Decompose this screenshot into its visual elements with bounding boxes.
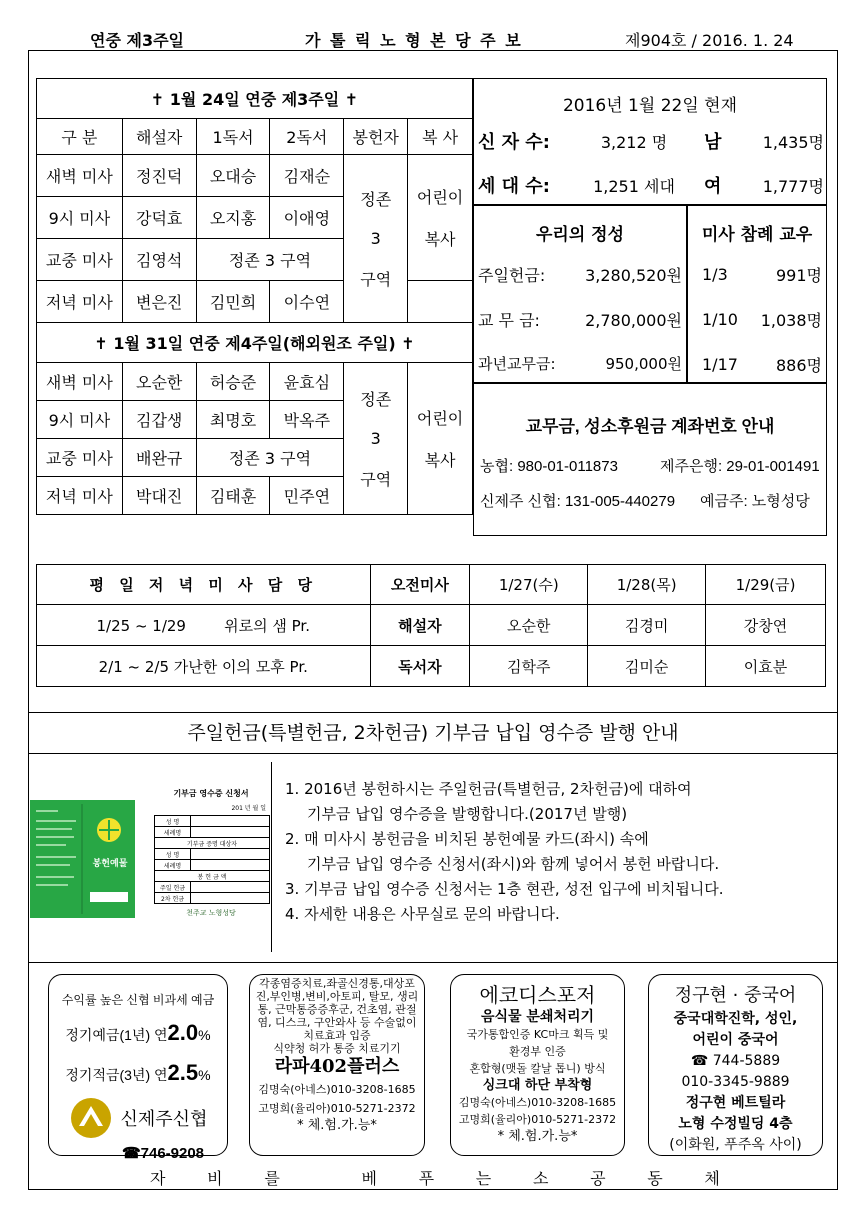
form-cell: 주일 헌금 xyxy=(155,882,191,893)
offering-title: 우리의 정성 xyxy=(535,225,625,245)
offerer-cell: 정존 3 구역 xyxy=(344,363,408,515)
ad-name: 정구현 · 중국어 xyxy=(674,985,797,1006)
weekday-row-1 xyxy=(37,605,371,646)
cell: 박옥주 xyxy=(270,401,344,439)
ad-chinese-lessons xyxy=(648,974,823,1156)
cell: 박대진 xyxy=(122,477,196,515)
ad-eco-disposer xyxy=(450,974,625,1156)
ad-phone: ☎ 744-5889 xyxy=(690,1053,781,1069)
account-line: 농협: 980-01-011873 xyxy=(480,458,618,475)
motto-char: 비 xyxy=(207,1169,223,1188)
mass-name: 9시 미사 xyxy=(37,197,123,239)
ad-text: 환경부 인증 xyxy=(509,1045,566,1058)
account-line: 예금주: 노형성당 xyxy=(700,493,810,510)
ad-text: 어린이 중국어 xyxy=(692,1032,779,1048)
form-cell: 세례명 xyxy=(155,860,191,871)
cell: 오대승 xyxy=(196,155,270,197)
cell: 김미순 xyxy=(588,646,706,687)
weekday-row-2 xyxy=(37,646,371,687)
male-value: 1,435명 xyxy=(762,132,824,152)
female-label: 여 xyxy=(704,176,722,197)
cell: 김영석 xyxy=(122,239,196,281)
mass-name: 저녁 미사 xyxy=(37,477,123,515)
cell: 김민희 xyxy=(196,281,270,323)
male-label: 남 xyxy=(704,132,722,153)
attendance-count: 991명 xyxy=(776,266,822,285)
card-label: 봉헌예물 xyxy=(92,859,128,869)
cell: 김갑생 xyxy=(122,401,196,439)
parish-stats xyxy=(473,78,827,205)
ad-name: 라파402플러스 xyxy=(274,1056,400,1077)
cell: 윤효심 xyxy=(270,363,344,401)
mass-name: 새벽 미사 xyxy=(37,155,123,197)
ad-rate-1: 정기예금(1년) 연2.0% xyxy=(65,1020,211,1045)
prayer-group: 가난한 이의 모후 Pr. xyxy=(173,657,308,676)
ad-text: 중국대학진학, 성인, xyxy=(673,1011,798,1027)
mass-name: 새벽 미사 xyxy=(37,363,123,401)
cell: 오지홍 xyxy=(196,197,270,239)
form-cell: 2차 헌금 xyxy=(155,893,191,904)
ad-contact: 고명희(율리아)010-5271-2372 xyxy=(458,1113,617,1126)
account-line: 신제주 신협: 131-005-440279 xyxy=(480,493,676,510)
ad-text: * 체.험.가.능* xyxy=(297,1118,377,1133)
cross-icon: ✝ xyxy=(94,334,108,353)
notice-title: 주일헌금(특별헌금, 2차헌금) 기부금 납입 영수증 발행 안내 xyxy=(187,722,679,744)
offering-card-image xyxy=(30,800,135,918)
cell: 오순한 xyxy=(470,605,588,646)
server-cell-blank xyxy=(408,281,473,323)
cell: 정존 3 구역 xyxy=(196,439,344,477)
motto-char: 는 xyxy=(475,1169,492,1188)
cell: 강덕효 xyxy=(122,197,196,239)
motto-char: 소 xyxy=(532,1169,549,1188)
ad-rapa xyxy=(249,974,425,1156)
attendance-date: 1/10 xyxy=(702,310,738,329)
attendance-date: 1/17 xyxy=(702,355,738,374)
motto-char: 공 xyxy=(590,1169,606,1188)
mass-name: 교중 미사 xyxy=(37,439,123,477)
bulletin-title: 가 톨 릭 노 형 본 당 주 보 xyxy=(305,31,523,50)
mass-name: 저녁 미사 xyxy=(37,281,123,323)
footer-motto xyxy=(150,1166,720,1189)
role: 해설자 xyxy=(370,605,470,646)
believers-label: 신 자 수: xyxy=(478,132,550,153)
motto-char: 자 xyxy=(150,1169,166,1188)
ad-text: 수익률 높은 신협 비과세 예금 xyxy=(61,993,215,1007)
issue-week: 연중 제3주일 xyxy=(90,31,184,50)
ad-text: 노형 수정빌딩 4층 xyxy=(678,1116,793,1132)
attendance-count: 886명 xyxy=(776,356,822,375)
cell: 허승준 xyxy=(196,363,270,401)
motto-char: 를 xyxy=(264,1169,280,1188)
server-cell: 어린이 복사 xyxy=(408,155,473,281)
mass-name: 교중 미사 xyxy=(37,239,123,281)
motto-char: 동 xyxy=(647,1169,663,1188)
mass-name: 9시 미사 xyxy=(37,401,123,439)
notice-divider xyxy=(28,712,838,713)
ad-name: 신제주신협 xyxy=(120,1109,208,1129)
cell: 민주연 xyxy=(270,477,344,515)
ads-divider xyxy=(28,962,838,963)
offering-box xyxy=(473,205,687,383)
period: 1/25 ~ 1/29 xyxy=(96,616,186,635)
day-header: 1/28(목) xyxy=(588,565,706,605)
cell: 정진덕 xyxy=(122,155,196,197)
notice-items xyxy=(285,777,825,927)
ad-text: 혼합형(맷돌 칼날 톱니) 방식 xyxy=(469,1062,606,1075)
cell: 김경미 xyxy=(588,605,706,646)
ad-text: 식약청 허가 통증 치료기기 xyxy=(273,1042,401,1055)
ad-phone: ☎746-9208 xyxy=(121,1145,205,1162)
notice-item: 1. 2016년 봉헌하시는 주일헌금(특별헌금, 2차헌금)에 대하여 xyxy=(285,780,692,798)
form-cell: 세례명 xyxy=(155,827,191,838)
stats-date: 2016년 1월 22일 현재 xyxy=(562,96,738,116)
role: 독서자 xyxy=(370,646,470,687)
ad-rate-2: 정기적금(3년) 연2.5% xyxy=(65,1060,211,1085)
offering-label: 교 무 금: xyxy=(478,311,540,330)
form-table xyxy=(154,815,270,904)
cell: 오순한 xyxy=(122,363,196,401)
account-title: 교무금, 성소후원금 계좌번호 안내 xyxy=(525,417,775,436)
form-title: 기부금 영수증 신청서 xyxy=(173,789,249,798)
server-cell: 어린이 복사 xyxy=(408,363,473,515)
prayer-group: 위로의 샘 Pr. xyxy=(224,616,310,635)
weekday-title: 평 일 저 녁 미 사 담 당 xyxy=(37,565,371,605)
ad-contact: 고명희(율리아)010-5271-2372 xyxy=(258,1102,416,1115)
col-header: 2독서 xyxy=(270,119,344,155)
notice-vertical-rule xyxy=(271,762,272,952)
ad-text: 국가통합인증 KC마크 획득 및 xyxy=(466,1028,609,1041)
col-header: 봉헌자 xyxy=(344,119,408,155)
account-info xyxy=(473,383,827,536)
day-header: 1/27(수) xyxy=(470,565,588,605)
motto-char: 푸 xyxy=(418,1169,435,1188)
form-footer: 천주교 노형성당 xyxy=(186,909,236,917)
notice-item: 4. 자세한 내용은 사무실로 문의 바랍니다. xyxy=(285,905,560,923)
cross-icon: ✝ xyxy=(401,334,415,353)
households-value: 1,251 세대 xyxy=(593,176,675,196)
ad-text: 음식물 분쇄처리기 xyxy=(480,1009,595,1025)
ad-contact: 김명숙(아네스)010-3208-1685 xyxy=(458,1096,617,1109)
cell: 이애영 xyxy=(270,197,344,239)
ad-text: 싱크대 하단 부착형 xyxy=(482,1078,593,1093)
attendance-count: 1,038명 xyxy=(760,311,822,330)
cell: 변은진 xyxy=(122,281,196,323)
form-cell: 성 명 xyxy=(155,849,191,860)
col-header: 해설자 xyxy=(122,119,196,155)
schedule1-title: ✝ 1월 24일 연중 제3주일 ✝ xyxy=(37,79,473,119)
offerer-cell: 정존 3 구역 xyxy=(344,155,408,323)
ad-text: * 체.험.가.능* xyxy=(497,1129,578,1144)
offering-label: 과년교무금: xyxy=(478,355,556,373)
credit-union-logo-icon xyxy=(69,1096,113,1140)
cell: 김학주 xyxy=(470,646,588,687)
col-header: 복 사 xyxy=(408,119,473,155)
cross-icon: ✝ xyxy=(150,90,165,109)
schedule2-title: ✝ 1월 31일 연중 제4주일(해외원조 주일) ✝ xyxy=(37,323,473,363)
attendance-date: 1/3 xyxy=(702,265,728,284)
notice-divider xyxy=(28,753,838,754)
offering-label: 주일헌금: xyxy=(478,266,546,285)
cell: 배완규 xyxy=(122,439,196,477)
cell: 김태훈 xyxy=(196,477,270,515)
ad-contact: 김명숙(아네스)010-3208-1685 xyxy=(258,1083,416,1096)
form-cell: 기부금 증명 대상자 xyxy=(155,838,270,849)
motto-char: 체 xyxy=(704,1169,720,1188)
attendance-title: 미사 참례 교우 xyxy=(701,225,813,245)
cell: 정존 3 구역 xyxy=(196,239,344,281)
day-header: 1/29(금) xyxy=(706,565,826,605)
offering-value: 3,280,520원 xyxy=(585,266,682,285)
application-form-image: 기부금 영수증 신청서 201 년 월 일 성 명 세례명 기부금 증명 대상자 성 명 세례명 봉 헌 금 액 주일 헌금 2차 헌금 천주교 노형성당 xyxy=(150,782,272,932)
ad-name: 에코디스포저 xyxy=(479,983,596,1007)
notice-item: 기부금 납입 영수증 신청서(좌시)와 함께 넣어서 봉헌 바랍니다. xyxy=(307,855,720,873)
cell: 김재순 xyxy=(270,155,344,197)
female-value: 1,777명 xyxy=(762,176,824,196)
believers-value: 3,212 명 xyxy=(600,132,668,152)
ad-text: (이화원, 푸주옥 사이) xyxy=(669,1137,802,1153)
offering-value: 950,000원 xyxy=(605,355,682,373)
period: 2/1 ~ 2/5 xyxy=(98,657,170,676)
account-line: 제주은행: 29-01-001491 xyxy=(660,458,820,475)
form-cell: 성 명 xyxy=(155,816,191,827)
ad-phone: 010-3345-9889 xyxy=(681,1074,790,1090)
notice-item: 3. 기부금 납입 영수증 신청서는 1층 현관, 성전 입구에 비치됩니다. xyxy=(285,880,724,898)
cross-icon: ✝ xyxy=(344,90,359,109)
cell: 이수연 xyxy=(270,281,344,323)
motto-char: 베 xyxy=(361,1169,377,1188)
cell: 최명호 xyxy=(196,401,270,439)
ad-text: 각종염증치료,좌골신경통,대상포진,부인병,변비,아토피, 탈모, 생리통, 근막통증증후군, 건초염, 관절염, 디스크, 구안와사 등 수술없이 치료효과 입증 xyxy=(255,977,419,1042)
issue-number: 제904호 / 2016. 1. 24 xyxy=(625,31,794,50)
morning-mass-label: 오전미사 xyxy=(370,565,470,605)
offering-value: 2,780,000원 xyxy=(585,311,682,330)
col-header: 구 분 xyxy=(37,119,123,155)
ad-credit-union xyxy=(48,974,228,1162)
notice-item: 2. 매 미사시 봉헌금을 비치된 봉헌예물 카드(좌시) 속에 xyxy=(285,830,649,848)
ad-text: 정구현 베트틸라 xyxy=(685,1095,786,1111)
weekday-mass-table xyxy=(36,564,826,687)
notice-item: 기부금 납입 영수증을 발행합니다.(2017년 발행) xyxy=(307,805,628,823)
households-label: 세 대 수: xyxy=(478,176,550,197)
col-header: 1독서 xyxy=(196,119,270,155)
form-cell: 봉 헌 금 액 xyxy=(155,871,270,882)
cell: 이효분 xyxy=(706,646,826,687)
mass-schedule xyxy=(36,78,473,515)
cell: 강창연 xyxy=(706,605,826,646)
attendance-box xyxy=(687,205,827,383)
